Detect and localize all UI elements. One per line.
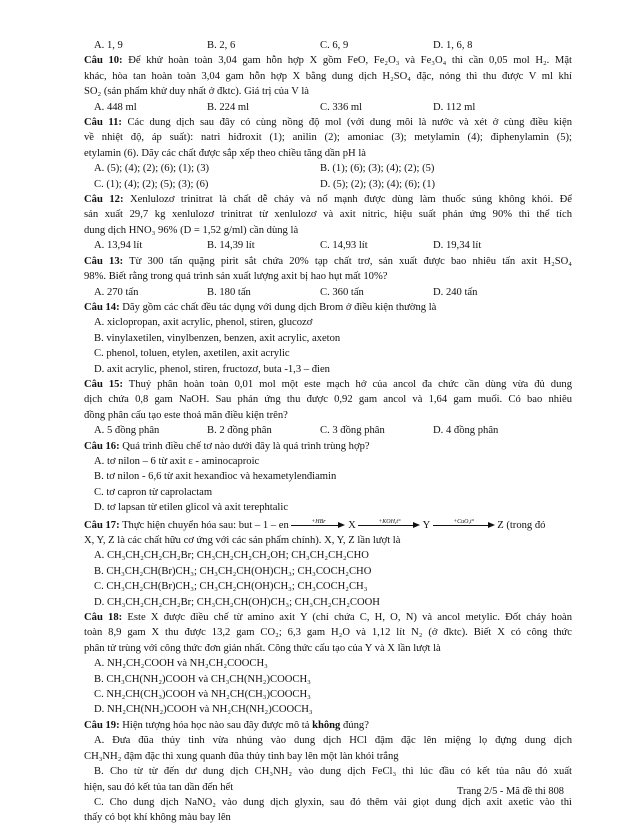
question-text: đúng?	[343, 719, 369, 731]
option-a: A. 13,94 lít	[94, 240, 143, 252]
option-a: A. (5); (4); (2); (6); (1); (3)	[94, 163, 210, 175]
option-d: D. NH₂CH(NH₂)COOH và NH₂CH(NH₂)COOCH₃	[94, 704, 313, 716]
option-a: A. tơ nilon – 6 từ axit ε - aminocaproic	[94, 455, 260, 467]
question-number: Câu 11:	[84, 117, 122, 129]
question-15	[84, 377, 572, 439]
option-a: A. xiclopropan, axit acrylic, phenol, stiren, glucozơ	[94, 317, 313, 329]
question-12	[84, 192, 572, 254]
option-d: D. CH₃CH₂CH₂CH₂Br; CH₃CH₂CH(OH)CH₃; CH₃CH₂CH₂COOH	[94, 596, 380, 608]
question-text: Các dung dịch sau đây có cùng nồng độ mol (với dung môi là nước và xét ở cùng điều kiện	[127, 117, 572, 129]
prev-question-options	[84, 38, 572, 53]
compound-x: X	[348, 519, 356, 531]
option-c: C. 360 tấn	[320, 286, 364, 298]
question-11	[84, 115, 572, 192]
option-c: C. 3 đồng phân	[320, 425, 385, 437]
question-17	[84, 518, 572, 610]
option-a: A. 448 ml	[94, 101, 137, 113]
arrow-reagent: +CuO,t°	[453, 518, 475, 525]
question-text: Quá trình điều chế tơ nào dưới đây là quá trình trùng hợp?	[122, 440, 370, 452]
option-b: B. (1); (6); (3); (4); (2); (5)	[320, 163, 435, 175]
question-text: SO₂ (sản phẩm khử duy nhất ở đktc). Giá trị của V là	[84, 86, 310, 98]
option-c: C. 336 ml	[320, 101, 363, 113]
option-d: D. 19,34 lít	[433, 240, 482, 252]
option-c: C. Cho dung dịch NaNO₂ vào dung dịch glyxin, sau đó thêm vài giọt dung dịch axit axetic vào thì	[94, 796, 572, 808]
question-text: Z (trong đó	[497, 519, 546, 531]
emphasis-text: không	[312, 719, 341, 731]
reaction-arrow	[358, 518, 420, 530]
option-b: B. 14,39 lít	[207, 240, 255, 252]
question-text: Từ 300 tấn quặng pirit sắt chứa 20% tạp chất trơ, sản xuất được bao nhiêu tấn axit H₂SO₄	[129, 255, 572, 267]
option-b: B. 2 đồng phân	[207, 425, 272, 437]
question-text: sản xuất 29,7 kg xenlulozơ trinitrat từ xenlulozơ và axit nitric, hiệu suất phản ứng 90% thì thể tích	[84, 209, 572, 221]
question-text: Este X được điều chế từ amino axit Y (chỉ chứa C, H, O, N) và ancol metylic. Đốt cháy hoàn	[127, 612, 572, 624]
option-d: D. 1, 6, 8	[433, 40, 473, 51]
option-b: B. Cho từ từ đến dư dung dịch CH₃NH₂ vào dung dịch FeCl₃ thì lúc đầu có kết tủa nâu đỏ xuất	[94, 766, 572, 778]
question-text: X, Y, Z là các chất hữu cơ ứng với các sản phẩm chính). X, Y, Z lần lượt là	[84, 535, 401, 546]
reaction-scheme	[84, 518, 572, 533]
option-c: C. CH₃CH₂CH(Br)CH₃; CH₃CH₂CH(OH)CH₃; CH₃COCH₂CH₃	[94, 581, 368, 593]
question-number: Câu 10:	[84, 55, 123, 67]
reaction-arrow	[291, 518, 345, 530]
compound-y: Y	[422, 519, 430, 531]
question-number: Câu 19:	[84, 719, 120, 731]
question-text: 98%. Biết rằng trong quá trình sản xuất lượng axit bị hao hụt mất 10%?	[84, 271, 388, 283]
question-text: Thuỷ phân hoàn toàn 0,01 mol một este mạch hở của ancol đa chức cần dùng vừa đủ dung	[128, 378, 572, 390]
reaction-arrow	[433, 518, 495, 530]
answer-options	[84, 161, 572, 176]
option-a: A. 5 đồng phân	[94, 425, 160, 437]
page-footer: Trang 2/5 - Mã đề thi 808	[457, 786, 564, 797]
option-b: B. CH₃CH(NH₂)COOH và CH₃CH(NH₂)COOCH₃	[94, 673, 311, 685]
answer-options	[84, 100, 572, 115]
option-a: A. NH₂CH₂COOH và NH₂CH₂COOCH₃	[94, 658, 268, 670]
question-18	[84, 610, 572, 718]
exam-page	[84, 38, 572, 826]
answer-options	[84, 285, 572, 300]
question-number: Câu 17:	[84, 519, 120, 531]
option-d: D. 112 ml	[433, 101, 476, 113]
option-d: D. 4 đồng phân	[433, 425, 499, 437]
arrow-reagent: +HBr	[311, 518, 326, 525]
answer-options	[84, 238, 572, 253]
question-text: Thực hiện chuyển hóa sau: but – 1 – en	[122, 519, 289, 531]
option-b: B. tơ nilon - 6,6 từ axit hexanđioc và hexametylenđiamin	[94, 471, 337, 483]
question-text: đồng phân cấu tạo este thoả mãn điều kiện trên?	[84, 409, 288, 421]
option-a: A. 1, 9	[94, 40, 123, 51]
option-d: D. axit acrylic, phenol, stiren, fructozơ, buta -1,3 – đien	[94, 363, 330, 375]
question-10	[84, 53, 572, 115]
option-a-continued: CH₃NH₂ đậm đặc thì xung quanh đũa thủy tinh bay lên một làn khói trắng	[84, 750, 399, 762]
question-text: Để khử hoàn toàn 3,04 gam hỗn hợp X gồm FeO, Fe₂O₃ và Fe₃O₄ thì cần 0,05 mol H₂. Mặt	[128, 55, 572, 67]
question-text: Hiện tượng hóa học nào sau đây được mô tả	[122, 719, 310, 731]
question-text: dung dịch HNO₃ 96% (D = 1,52 g/ml) cần dùng là	[84, 224, 299, 236]
option-d: D. (5); (2); (3); (4); (6); (1)	[320, 178, 436, 190]
answer-options	[84, 177, 572, 192]
answer-options	[84, 423, 572, 438]
question-number: Câu 14:	[84, 301, 120, 313]
option-b: B. 180 tấn	[207, 286, 251, 298]
option-b: B. 2, 6	[207, 40, 236, 51]
option-a: A. CH₃CH₂CH₂CH₂Br; CH₃CH₂CH₂CH₂OH; CH₃CH₂CH₂CHO	[94, 550, 369, 562]
option-c: C. (1); (4); (2); (5); (3); (6)	[94, 178, 209, 190]
option-a: A. Đưa đũa thủy tinh vừa nhúng vào dung dịch HCl đậm đặc lên miệng lọ đựng dung dịch	[94, 735, 572, 747]
question-16	[84, 439, 572, 516]
option-b-continued: hiện, sau đó kết tủa tan dần đến hết	[84, 781, 234, 793]
question-text: Xenlulozơ trinitrat là chất dễ cháy và nổ mạnh được dùng làm thuốc súng không khói. Để	[129, 194, 572, 206]
option-c: C. 6, 9	[320, 40, 349, 51]
option-c: C. tơ capron từ caprolactam	[94, 486, 213, 498]
option-a: A. 270 tấn	[94, 286, 139, 298]
question-text: etylamin (6). Dãy các chất được sắp xếp theo chiều tăng dần pH là	[84, 147, 366, 159]
question-number: Câu 12:	[84, 194, 124, 206]
option-b: B. 224 ml	[207, 101, 250, 113]
option-b: B. CH₃CH₂CH(Br)CH₃; CH₃CH₂CH(OH)CH₃; CH₃COCH₂CHO	[94, 565, 372, 577]
question-number: Câu 18:	[84, 612, 123, 624]
question-number: Câu 13:	[84, 255, 124, 267]
question-13	[84, 254, 572, 300]
question-text: toàn 8,9 gam X thu được 13,2 gam CO₂; 6,3 gam H₂O và 1,12 lít N₂ (ở đktc). Biết X có công thức	[84, 627, 572, 639]
question-text: về nhiệt độ, áp suất): natri hiđroxit (1); anilin (2); amoniac (3); metylamin (4); điphenylamin (5);	[84, 132, 572, 144]
option-b: B. vinylaxetilen, vinylbenzen, benzen, axit acrylic, axeton	[94, 332, 341, 344]
question-number: Câu 16:	[84, 440, 120, 452]
question-number: Câu 15:	[84, 378, 123, 390]
question-text: Dãy gồm các chất đều tác dụng với dung dịch Brom ở điều kiện thường là	[122, 301, 437, 313]
question-14	[84, 300, 572, 377]
option-c-continued: thấy có bọt khí không màu bay lên	[84, 812, 231, 824]
arrow-reagent: +KOH,t°	[378, 518, 401, 525]
option-d: D. tơ lapsan từ etilen glicol và axit terephtalic	[94, 502, 289, 514]
question-text: phân tử trùng với công thức đơn giản nhất. Công thức cấu tạo của Y và X lần lượt là	[84, 642, 441, 654]
option-c: C. phenol, toluen, etylen, axetilen, axit acrylic	[94, 348, 290, 360]
option-d: D. 240 tấn	[433, 286, 478, 298]
option-c: C. NH₂CH(CH₃)COOH và NH₂CH(CH₃)COOCH₃	[94, 689, 311, 701]
option-c: C. 14,93 lít	[320, 240, 368, 252]
question-text: dịch chứa 0,8 gam NaOH. Sau phản ứng thu được 0,92 gam ancol và 1,64 gam muối. Có bao nhiêu	[84, 394, 572, 406]
question-19	[84, 718, 572, 826]
question-text: khác, hòa tan hoàn toàn 3,04 gam hỗn hợp X bằng dung dịch H₂SO₄ đặc, nóng thì thu được V ml khí	[84, 70, 572, 82]
